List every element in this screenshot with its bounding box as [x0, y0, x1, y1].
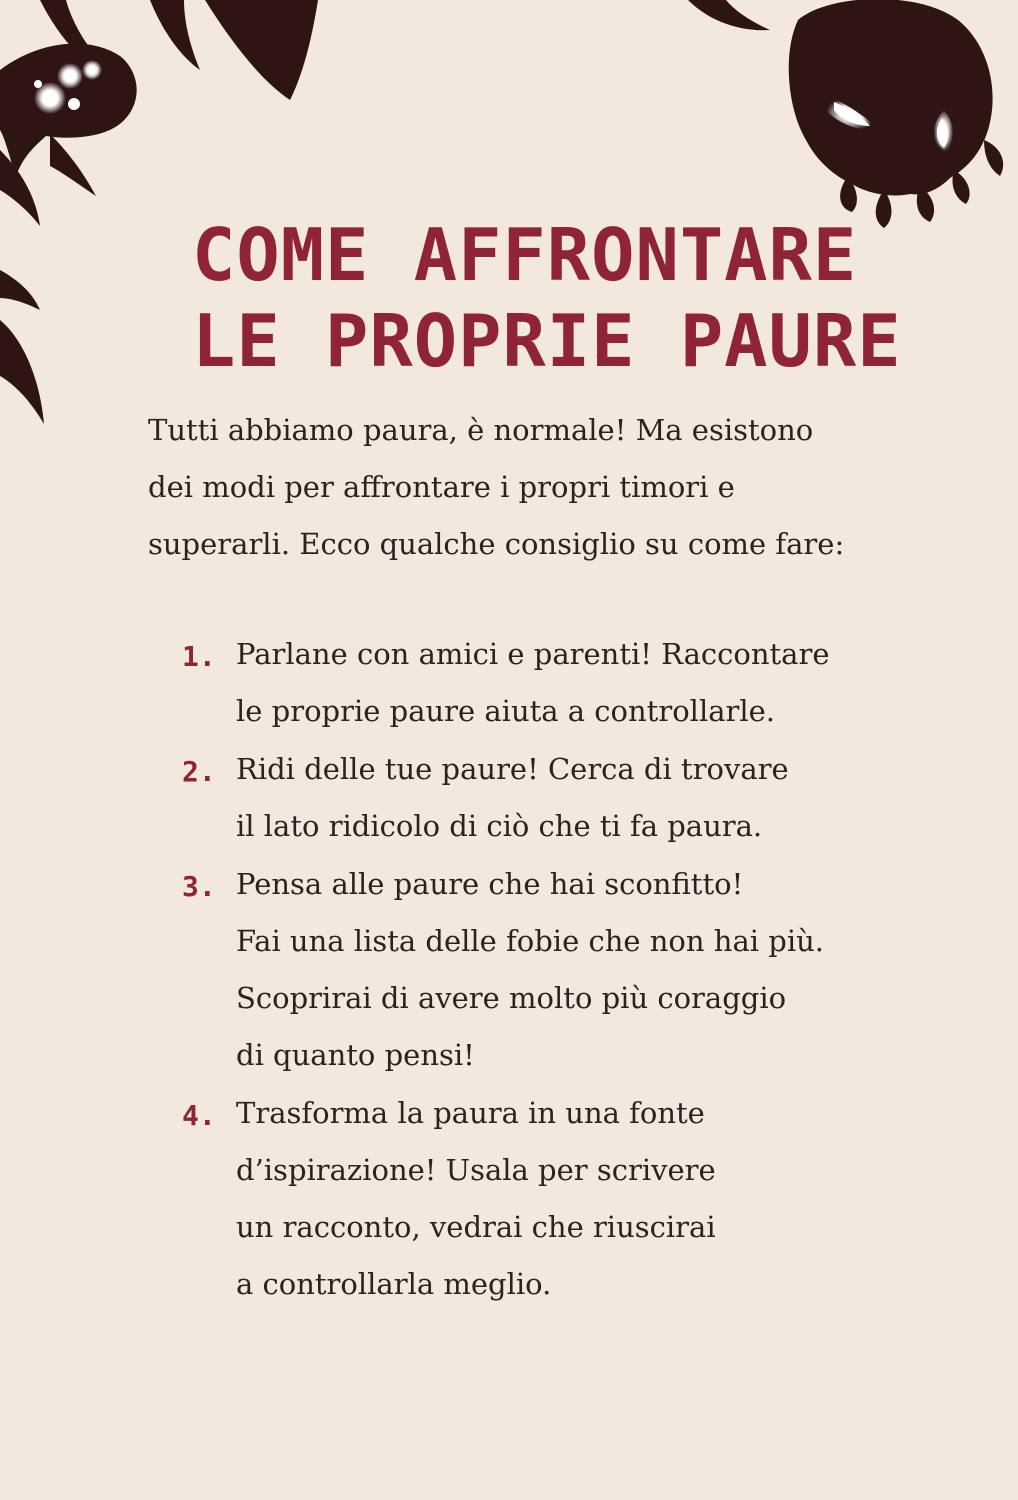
tip-text — [236, 626, 862, 740]
tip-line: Scoprirai di avere molto più coraggio — [236, 981, 787, 1015]
tip-line: d’ispirazione! Usala per scrivere — [236, 1153, 716, 1187]
title-line-1: COME AFFRONTARE — [192, 213, 858, 297]
tip-line: Pensa alle paure che hai sconfitto! — [236, 867, 744, 901]
intro-line-1: Tutti abbiamo paura, è normale! Ma esistono — [148, 413, 814, 447]
tip-line: a controllarla meglio. — [236, 1267, 552, 1301]
tip-line: Ridi delle tue paure! Cerca di trovare — [236, 752, 789, 786]
tip-text — [236, 741, 862, 855]
tip-line: Trasforma la paura in una fonte — [236, 1096, 705, 1130]
tip-item-1 — [182, 626, 862, 740]
tip-item-3 — [182, 856, 862, 1084]
tip-item-2 — [182, 741, 862, 855]
tip-text — [236, 856, 862, 1084]
tip-number: 3. — [182, 870, 216, 903]
tip-line: un racconto, vedrai che riuscirai — [236, 1210, 716, 1244]
tip-line: Parlane con amici e parenti! Raccontare — [236, 637, 830, 671]
tip-number: 1. — [182, 640, 216, 673]
title-line-2: LE PROPRIE PAURE — [192, 299, 902, 383]
tips-list — [182, 626, 862, 1314]
intro-line-3: superarli. Ecco qualche consiglio su come fare: — [148, 527, 845, 561]
tip-line: Fai una lista delle fobie che non hai più. — [236, 924, 824, 958]
shadow-skull-monster-icon — [688, 0, 1018, 230]
page-title — [192, 212, 902, 384]
tip-number: 4. — [182, 1099, 216, 1132]
tip-line: le proprie paure aiuta a controllarle. — [236, 694, 776, 728]
tip-line: il lato ridicolo di ciò che ti fa paura. — [236, 809, 763, 843]
tip-text — [236, 1085, 862, 1313]
tip-line: di quanto pensi! — [236, 1038, 475, 1072]
tip-number: 2. — [182, 755, 216, 788]
intro-paragraph — [148, 402, 868, 573]
tip-item-4 — [182, 1085, 862, 1313]
intro-line-2: dei modi per affrontare i propri timori e — [148, 470, 735, 504]
